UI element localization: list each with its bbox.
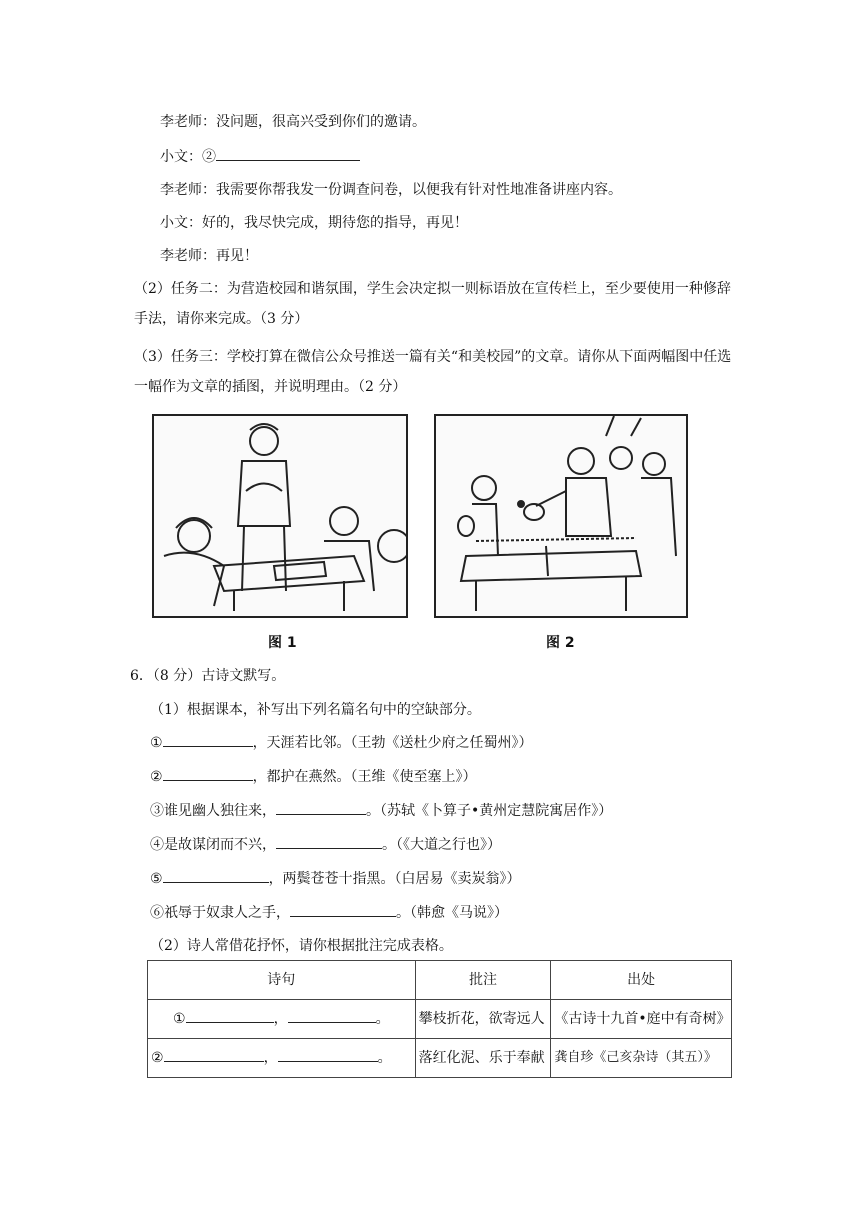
table-tennis-illustration [436,416,686,616]
answer-blank [276,800,366,815]
q6-sub2: （2）诗人常借花抒怀，请你根据批注完成表格。 [150,938,453,954]
note-cell: 攀枝折花，欲寄远人 [415,1000,551,1039]
table-row [148,1039,732,1078]
speaker: 李老师： [160,248,216,264]
figure-1-caption: 图 1 [268,635,297,651]
item-prefix: ③谁见幽人独往来， [150,803,276,819]
utterance: 好的，我尽快完成，期待您的指导，再见！ [202,215,468,231]
answer-blank [164,1047,264,1062]
answer-blank [163,868,269,883]
utterance: ② [202,149,216,165]
answer-blank [186,1008,274,1023]
figure-1-image [152,414,408,618]
speaker: 小文： [160,149,202,165]
task3-text: （3）任务三：学校打算在微信公众号推送一篇有关“和美校园”的文章。请你从下面两幅图中任选一幅作为文章的插图，并说明理由。（2 分） [134,349,732,395]
terminator: 。 [375,1011,390,1027]
item-suffix: ，都护在燕然。（王维《使至塞上》） [252,769,477,785]
item-prefix: ⑤ [150,871,163,887]
q6-item-2 [150,766,477,787]
dialog-line-1 [160,112,426,132]
speaker: 李老师： [160,114,216,130]
poem-table [147,960,732,1078]
item-suffix: ，天涯若比邻。（王勃《送杜少府之任蜀州》） [252,735,533,751]
answer-blank [163,766,253,781]
figure-2-caption: 图 2 [546,635,575,651]
source-cell: 龚自珍《己亥杂诗（其五）》 [551,1039,732,1078]
poem-cell [148,1000,416,1039]
row-number: ② [151,1050,164,1066]
q6-item-1 [150,732,533,753]
dialog-line-2 [160,146,360,167]
header-source: 出处 [551,961,732,1000]
dialog-line-4 [160,213,468,233]
utterance: 没问题，很高兴受到你们的邀请。 [216,114,426,130]
answer-blank [290,902,396,917]
figure-2-image [434,414,688,618]
item-suffix: 。（苏轼《卜算子•黄州定慧院寓居作》） [366,803,613,819]
answer-blank [288,1008,376,1023]
item-prefix: ⑥祇辱于奴隶人之手， [150,905,290,921]
item-suffix: 。（《大道之行也》） [382,837,501,853]
q6-item-4 [150,834,501,855]
item-suffix: 。（韩愈《马说》） [396,905,508,921]
speaker: 小文： [160,215,202,231]
note-cell: 落红化泥、乐于奉献 [415,1039,551,1078]
header-poem: 诗句 [148,961,416,1000]
answer-blank [163,732,253,747]
table-row [148,1000,732,1039]
poem-cell [148,1039,416,1078]
utterance: 再见！ [216,248,258,264]
task2-text: （2）任务二：为营造校园和谐氛围，学生会决定拟一则标语放在宣传栏上，至少要使用一种修辞手法，请你来完成。（3 分） [134,281,731,327]
answer-blank [276,834,382,849]
separator: ， [273,1011,288,1027]
table-header-row [148,961,732,1000]
item-prefix: ② [150,769,163,785]
dialog-line-3 [160,180,622,200]
item-suffix: ，两鬓苍苍十指黑。（白居易《卖炭翁》） [268,871,521,887]
header-note: 批注 [415,961,551,1000]
answer-blank [216,146,360,161]
separator: ， [263,1050,278,1066]
source-cell: 《古诗十九首•庭中有奇树》 [551,1000,732,1039]
item-prefix: ① [150,735,163,751]
q6-sub1: （1）根据课本，补写出下列名篇名句中的空缺部分。 [150,702,481,718]
classroom-illustration [154,416,406,616]
q6-item-6 [150,902,508,923]
terminator: 。 [377,1050,392,1066]
dialog-line-5 [160,246,258,266]
utterance: 我需要你帮我发一份调查问卷，以便我有针对性地准备讲座内容。 [216,182,622,198]
answer-blank [278,1047,378,1062]
q6-item-5 [150,868,521,889]
row-number: ① [173,1011,186,1027]
speaker: 李老师： [160,182,216,198]
q6-title: 6．（8 分）古诗文默写。 [130,668,286,684]
item-prefix: ④是故谋闭而不兴， [150,837,276,853]
q6-item-3 [150,800,612,821]
